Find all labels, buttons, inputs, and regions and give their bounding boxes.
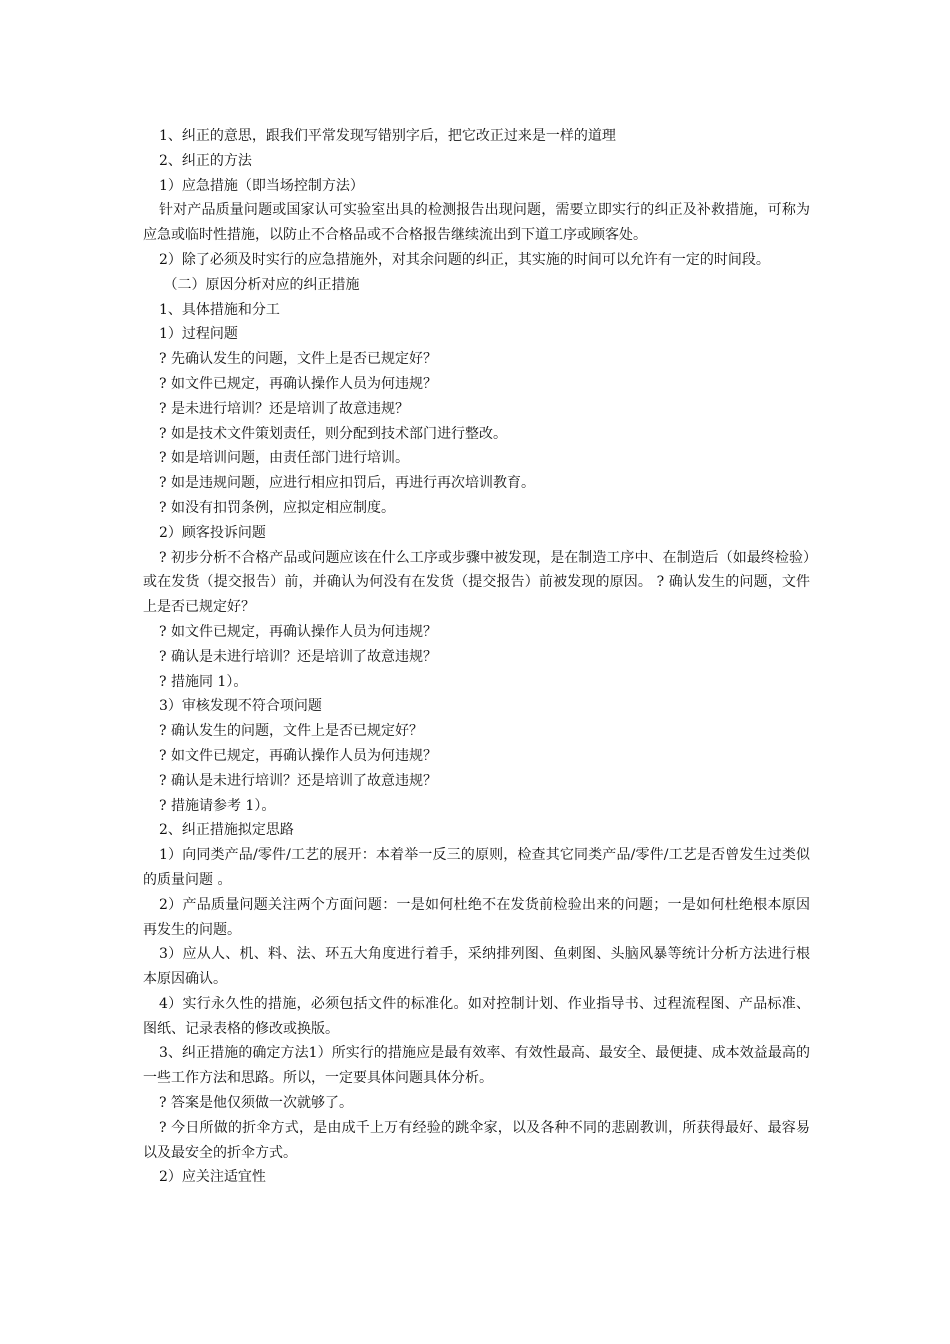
list-item: ? 答案是他仅须做一次就够了。 xyxy=(159,1095,353,1112)
list-item: ? 如没有扣罚条例，应拟定相应制度。 xyxy=(159,499,395,516)
list-item: ? 是未进行培训？还是培训了故意违规？ xyxy=(159,400,409,417)
list-item: ? 确认发生的问题，文件上是否已规定好？ xyxy=(159,723,423,740)
paragraph: 2）除了必须及时实行的应急措施外，对其余问题的纠正，其实施的时间可以允许有一定的时间段。 xyxy=(159,251,770,268)
list-item: ? 如文件已规定，再确认操作人员为何违规？ xyxy=(159,375,437,392)
list-item: ? 确认是未进行培训？还是培训了故意违规？ xyxy=(159,648,437,665)
paragraph: 3、纠正措施的确定方法1）所实行的措施应是最有效率、有效性最高、最安全、最便捷、成本效益最高的一些工作方法和思路。所以，一定要具体问题具体分析。 xyxy=(143,1045,810,1087)
paragraph: 2、纠正的方法 xyxy=(159,152,252,169)
list-item: ? 今日所做的折伞方式，是由成千上万有经验的跳伞家，以及各种不同的悲剧教训，所获得最好、最容易以及最安全的折伞方式。 xyxy=(143,1119,810,1161)
list-item: ? 初步分析不合格产品或问题应该在什么工序或步骤中被发现，是在制造工序中、在制造后（如最终检验）或在发货（提交报告）前，并确认为何没有在发货（提交报告）前被发现的原因。 ? 确认发生的问题，文件上是否已规定好？ xyxy=(143,549,810,616)
paragraph: 3）审核发现不符合项问题 xyxy=(159,698,322,715)
paragraph: 1、具体措施和分工 xyxy=(159,301,280,318)
list-item: ? 如是培训问题，由责任部门进行培训。 xyxy=(159,450,409,467)
list-item: ? 如是技术文件策划责任，则分配到技术部门进行整改。 xyxy=(159,425,507,442)
list-item: ? 先确认发生的问题，文件上是否已规定好？ xyxy=(159,351,437,368)
list-item: ? 如文件已规定，再确认操作人员为何违规？ xyxy=(159,747,437,764)
list-item: ? 措施同 1）。 xyxy=(159,673,248,690)
paragraph: 1）过程问题 xyxy=(159,326,238,343)
document-page xyxy=(143,124,810,1190)
paragraph: 3）应从人、机、料、法、环五大角度进行着手，采纳排列图、鱼刺图、头脑风暴等统计分析方法进行根本原因确认。 xyxy=(143,946,810,988)
paragraph: 针对产品质量问题或国家认可实验室出具的检测报告出现问题，需要立即实行的纠正及补救措施，可称为应急或临时性措施，以防止不合格品或不合格报告继续流出到下道工序或顾客处。 xyxy=(143,202,810,244)
section-heading: （二）原因分析对应的纠正措施 xyxy=(159,276,360,293)
paragraph: 2、纠正措施拟定思路 xyxy=(159,822,294,839)
paragraph: 2）应关注适宜性 xyxy=(159,1169,266,1186)
list-item: ? 如文件已规定，再确认操作人员为何违规？ xyxy=(159,623,437,640)
paragraph: 1）向同类产品/零件/工艺的展开：本着举一反三的原则，检查其它同类产品/零件/工艺是否曾发生过类似的质量问题 。 xyxy=(143,847,810,888)
list-item: ? 如是违规问题，应进行相应扣罚后，再进行再次培训教育。 xyxy=(159,475,535,492)
paragraph: 1、纠正的意思，跟我们平常发现写错别字后，把它改正过来是一样的道理 xyxy=(159,128,616,144)
paragraph: 2）顾客投诉问题 xyxy=(159,524,266,541)
paragraph: 4）实行永久性的措施，必须包括文件的标准化。如对控制计划、作业指导书、过程流程图、产品标准、图纸、记录表格的修改或换版。 xyxy=(143,995,810,1037)
paragraph: 1）应急措施（即当场控制方法） xyxy=(159,177,364,194)
list-item: ? 确认是未进行培训？还是培训了故意违规？ xyxy=(159,772,437,789)
list-item: ? 措施请参考 1）。 xyxy=(159,797,276,814)
paragraph: 2）产品质量问题关注两个方面问题：一是如何杜绝不在发货前检验出来的问题；一是如何杜绝根本原因再发生的问题。 xyxy=(143,896,810,938)
